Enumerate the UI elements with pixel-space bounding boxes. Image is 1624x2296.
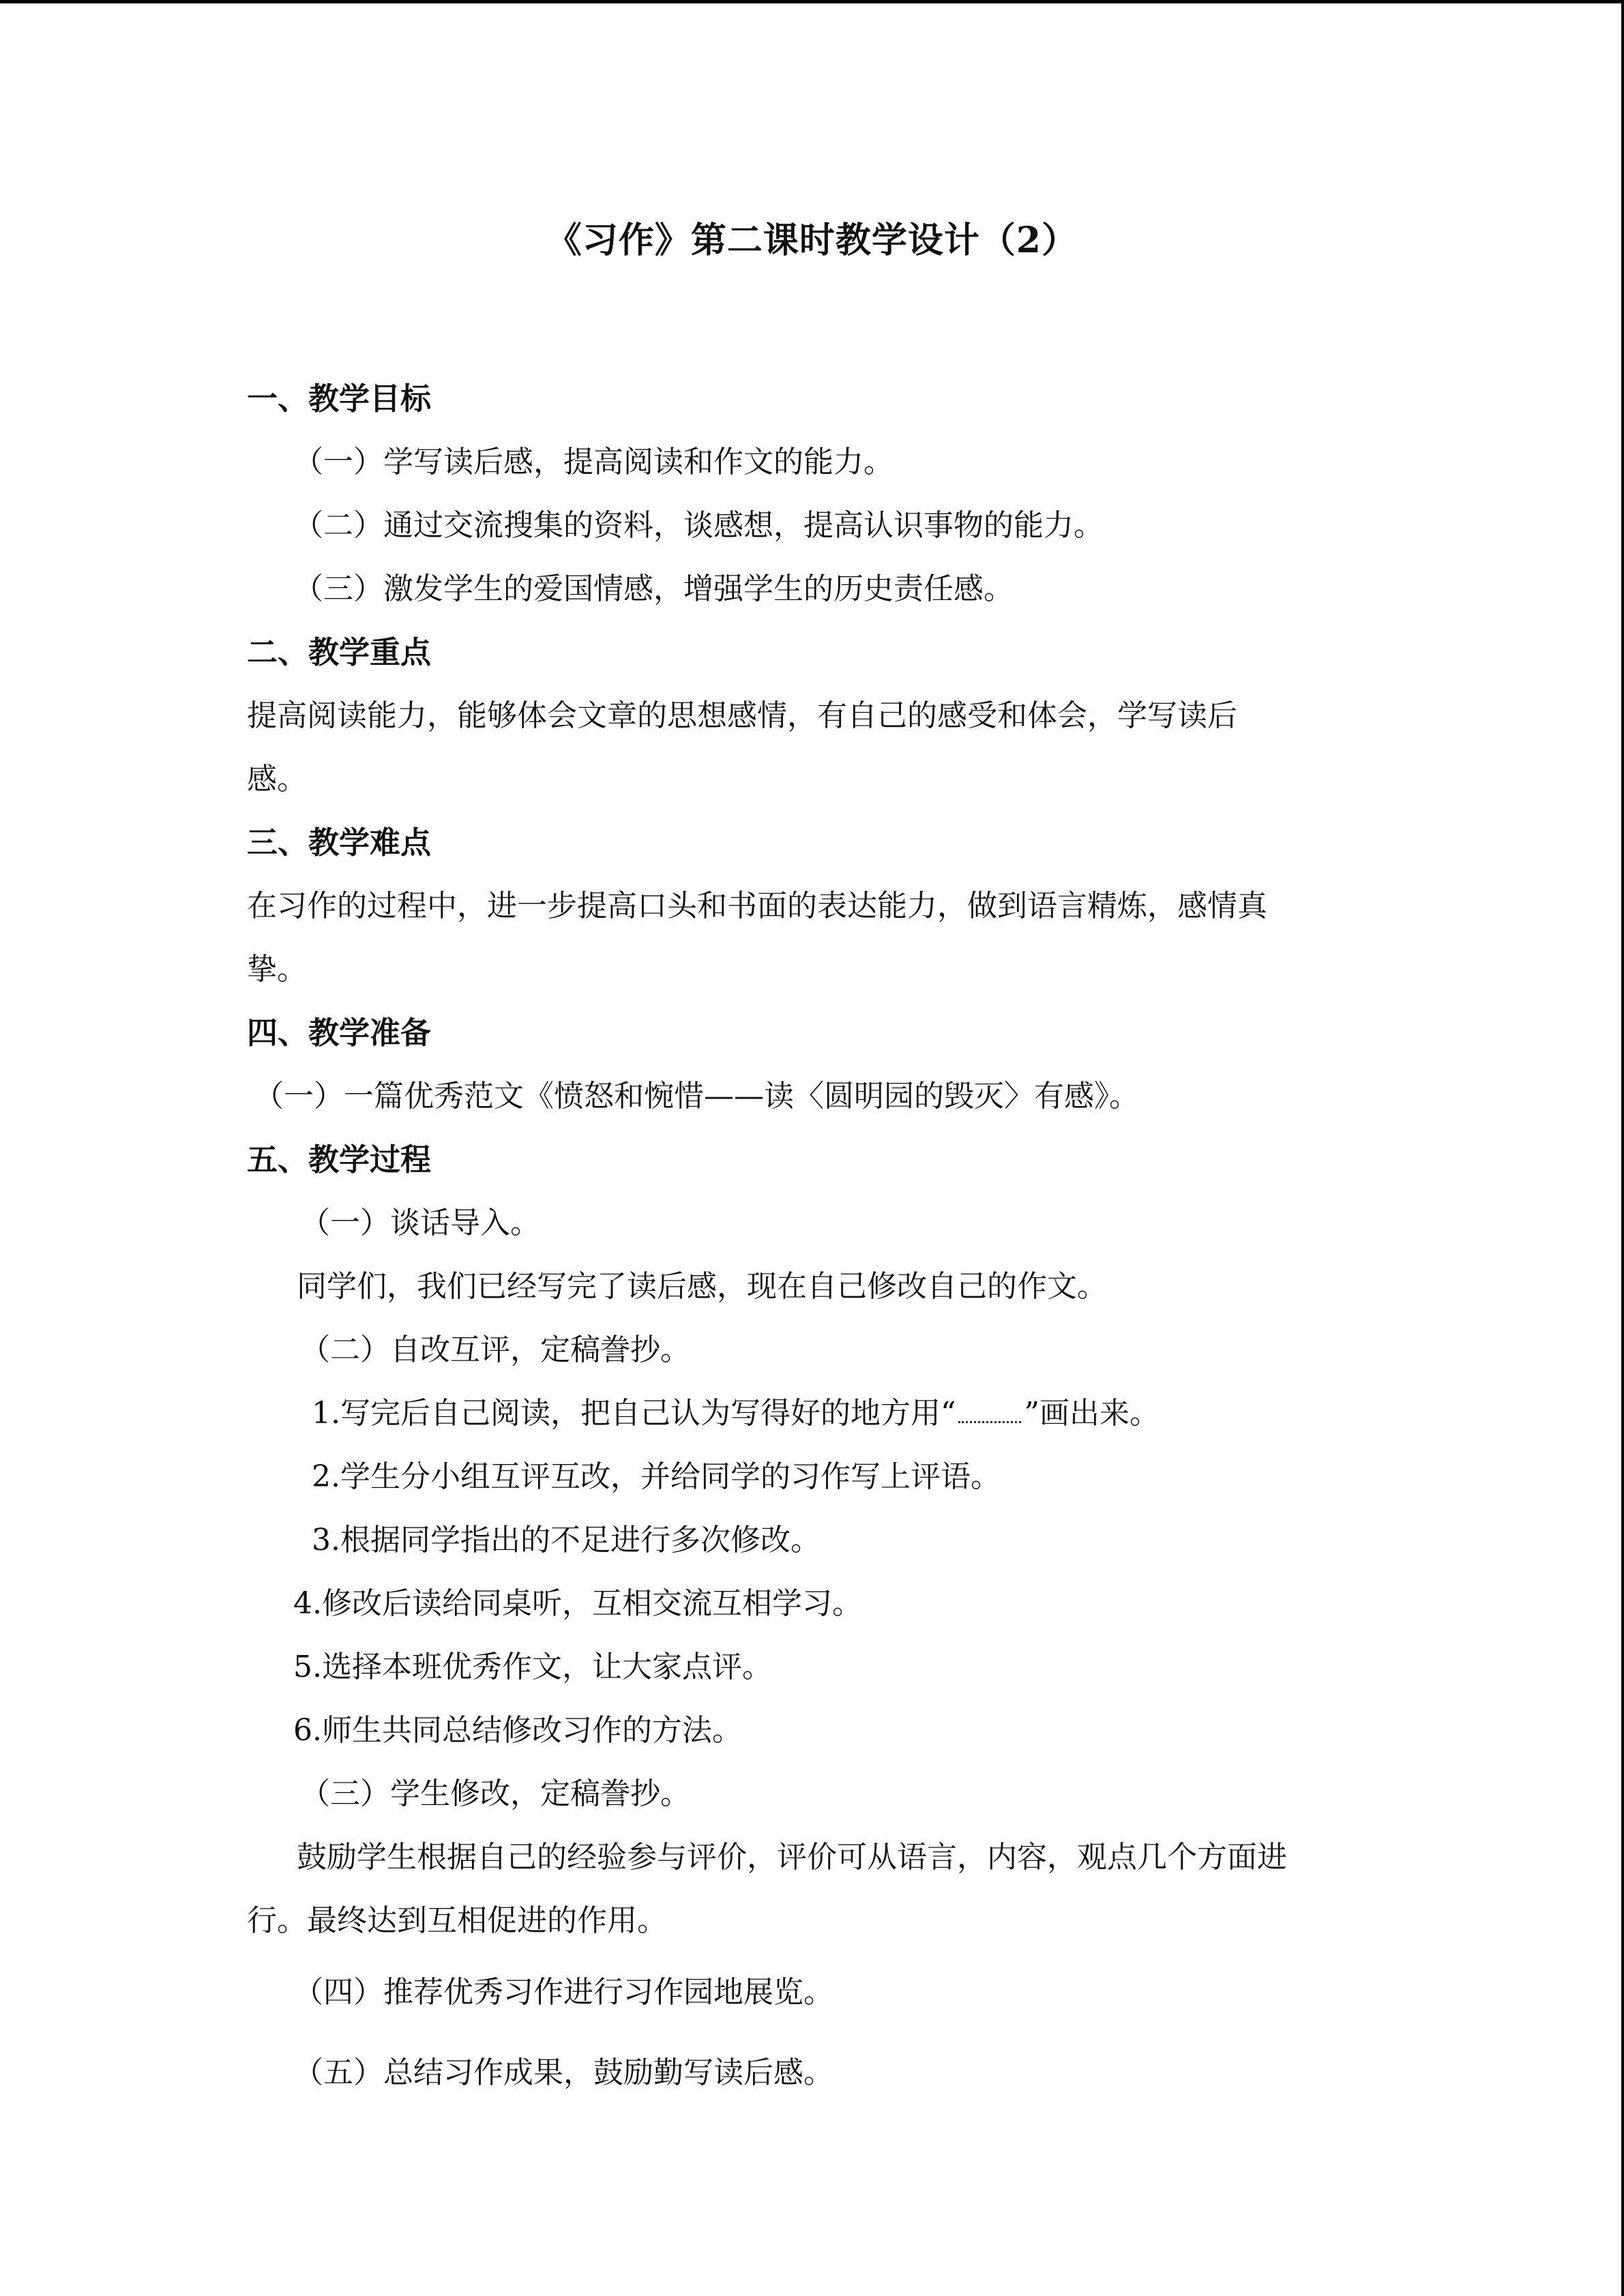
heading-preparation: 四、教学准备	[247, 1015, 432, 1051]
right-border	[1621, 0, 1624, 2296]
process-step-2-item-4: 4.修改后读给同桌听，互相交流互相学习。	[293, 1586, 862, 1621]
process-step-2-item-3: 3.根据同学指出的不足进行多次修改。	[312, 1523, 821, 1557]
key-points-line-1: 提高阅读能力，能够体会文章的思想感情，有自己的感受和体会，学写读后	[247, 698, 1237, 733]
process-step-2-item-5: 5.选择本班优秀作文，让大家点评。	[293, 1650, 772, 1684]
key-points-line-2: 感。	[247, 762, 307, 796]
heading-difficulties: 三、教学难点	[247, 824, 432, 861]
item-1-text-before: 1.写完后自己阅读，把自己认为写得好的地方用“	[312, 1396, 956, 1431]
preparation-item-1: （一）一篇优秀范文《愤怒和惋惜——读〈圆明园的毁灭〉有感》。	[254, 1079, 1139, 1114]
document-title: 《习作》第二课时教学设计（2）	[546, 220, 1078, 261]
goal-item-1: （一）学写读后感，提高阅读和作文的能力。	[293, 445, 894, 479]
process-step-5: （五）总结习作成果，鼓励勤写读后感。	[293, 2055, 833, 2090]
process-step-2-item-2: 2.学生分小组互评互改，并给同学的习作写上评语。	[312, 1459, 1001, 1494]
process-step-3-line-1: 鼓励学生根据自己的经验参与评价，评价可从语言，内容，观点几个方面进	[297, 1840, 1287, 1875]
process-step-3-title: （三）学生修改，定稿誊抄。	[300, 1776, 690, 1811]
heading-key-points: 二、教学重点	[247, 634, 432, 670]
goal-item-3: （三）激发学生的爱国情感，增强学生的历史责任感。	[293, 571, 1014, 606]
process-step-3-line-2: 行。最终达到互相促进的作用。	[247, 1903, 667, 1938]
heading-teaching-goals: 一、教学目标	[247, 381, 432, 417]
difficulties-line-2: 挚。	[247, 952, 307, 987]
process-step-1-title: （一）谈话导入。	[300, 1206, 540, 1240]
difficulties-line-1: 在习作的过程中，进一步提高口头和书面的表达能力，做到语言精炼，感情真	[247, 889, 1267, 923]
process-step-1-text: 同学们，我们已经写完了读后感，现在自己修改自己的作文。	[297, 1269, 1107, 1304]
underline-blank	[958, 1401, 1021, 1423]
top-border	[0, 0, 1624, 3]
heading-teaching-process: 五、教学过程	[247, 1142, 432, 1178]
process-step-2-item-1	[312, 1393, 1160, 1434]
process-step-2-title: （二）自改互评，定稿誊抄。	[300, 1332, 690, 1367]
item-1-text-after: ”画出来。	[1024, 1396, 1160, 1431]
process-step-4: （四）推荐优秀习作进行习作园地展览。	[293, 1975, 833, 2010]
process-step-2-item-6: 6.师生共同总结修改习作的方法。	[293, 1713, 742, 1748]
goal-item-2: （二）通过交流搜集的资料，谈感想，提高认识事物的能力。	[293, 508, 1104, 543]
